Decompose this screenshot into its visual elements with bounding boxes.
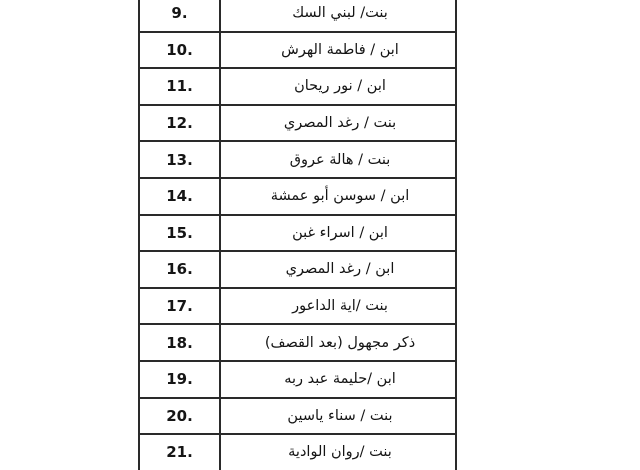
row-name: بنت/ لبني السك [221,0,457,33]
row-number: 14. [140,179,221,216]
table-row [140,0,457,33]
table-row [140,179,457,216]
row-name: بنت /روان الوادية [221,435,457,470]
row-number: 21. [140,435,221,470]
table-row [140,399,457,436]
table-row [140,142,457,179]
row-number: 19. [140,362,221,399]
table-row [140,69,457,106]
row-number: 13. [140,142,221,179]
row-name: ذكر مجهول (بعد القصف) [221,325,457,362]
row-number: 12. [140,106,221,143]
row-number: 15. [140,216,221,253]
row-name: بنت /اية الداعور [221,289,457,326]
row-name: بنت / رغد المصري [221,106,457,143]
row-number: 9. [140,0,221,33]
row-number: 17. [140,289,221,326]
table-row [140,325,457,362]
table-row [140,435,457,470]
row-name: بنت / هالة عروق [221,142,457,179]
table-row [140,362,457,399]
row-number: 18. [140,325,221,362]
row-name: ابن / سوسن أبو عمشة [221,179,457,216]
row-number: 10. [140,33,221,70]
table-row [140,33,457,70]
row-name: ابن / رغد المصري [221,252,457,289]
names-table-body [140,0,457,470]
table-row [140,216,457,253]
row-name: ابن /حليمة عبد ربه [221,362,457,399]
row-name: ابن / نور ريحان [221,69,457,106]
row-number: 20. [140,399,221,436]
table-row [140,252,457,289]
names-table [138,0,457,470]
row-number: 11. [140,69,221,106]
row-name: بنت / سناء ياسين [221,399,457,436]
table-row [140,289,457,326]
row-name: ابن / اسراء غبن [221,216,457,253]
row-number: 16. [140,252,221,289]
table-row [140,106,457,143]
row-name: ابن / فاطمة الهرش [221,33,457,70]
